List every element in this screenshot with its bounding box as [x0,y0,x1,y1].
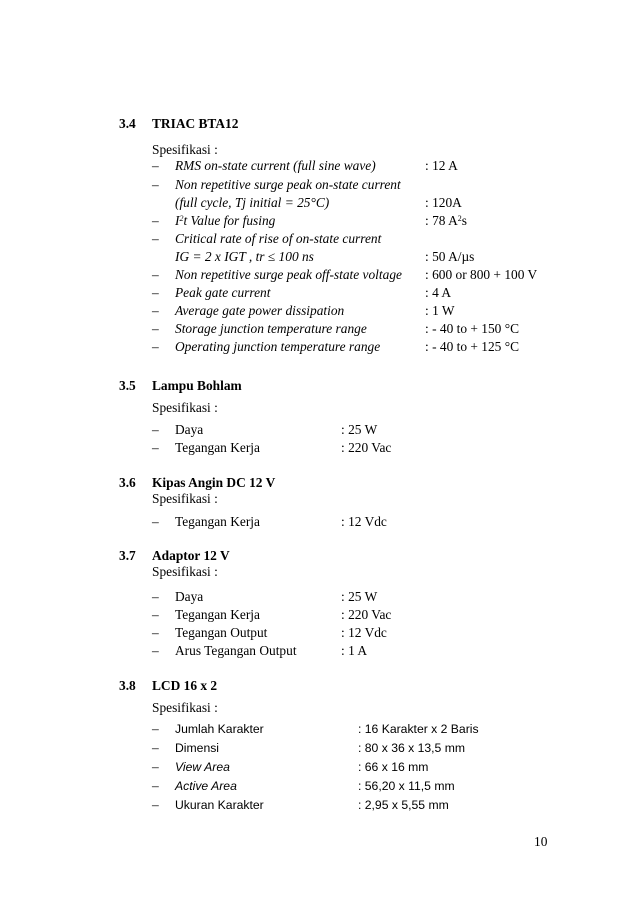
spec-item-label: Jumlah Karakter [175,722,264,736]
spec-label: Spesifikasi : [152,564,218,579]
spec-item-label: $I^2t$ Value for fusing [175,213,276,228]
spec-item-value: : 66 x 16 mm [358,760,429,774]
list-dash: – [152,440,159,455]
spec-item-label: Non repetitive surge peak off-state voltage [175,267,402,282]
list-dash: – [152,285,159,300]
list-dash: – [152,797,159,812]
spec-item-label: Daya [175,422,204,437]
list-dash: – [152,422,159,437]
list-dash: – [152,514,159,529]
spec-item-value: : 56,20 x 11,5 mm [358,779,455,793]
page-number: 10 [534,834,548,849]
spec-item-label-cont: IG = 2 x IGT , tr ≤ 100 ns [175,249,314,264]
spec-item-value: : 16 Karakter x 2 Baris [358,722,479,736]
spec-item-value: : 12 A [425,158,458,173]
spec-item-value: : 1 W [425,303,455,318]
spec-item-label: Active Area [175,779,237,793]
list-dash: – [152,303,159,318]
spec-item-label: Arus Tegangan Output [175,643,297,658]
spec-item-label: Storage junction temperature range [175,321,367,336]
spec-item-label: Tegangan Output [175,625,268,640]
section-number: 3.6 [119,475,136,490]
spec-item-value: : 25 W [341,589,378,604]
list-dash: – [152,778,159,793]
list-dash: – [152,740,159,755]
spec-item-value: : - 40 to + 150 °C [425,321,519,336]
list-dash: – [152,643,159,658]
list-dash: – [152,213,159,228]
spec-item-value: : 600 or 800 + 100 V [425,267,538,282]
spec-item-label: Ukuran Karakter [175,798,264,812]
section-title: LCD 16 x 2 [152,678,218,693]
section-number: 3.7 [119,548,136,563]
spec-item-value: : 220 Vac [341,440,392,455]
list-dash: – [152,177,159,192]
section-title: Kipas Angin DC 12 V [152,475,276,490]
list-dash: – [152,607,159,622]
spec-item-value: : - 40 to + 125 °C [425,339,519,354]
section-number: 3.8 [119,678,136,693]
spec-item-label: View Area [175,760,230,774]
section-title: Lampu Bohlam [152,378,242,393]
section-title: TRIAC BTA12 [152,116,239,131]
spec-item-label: Daya [175,589,204,604]
spec-label: Spesifikasi : [152,700,218,715]
spec-item-value: : 2,95 x 5,55 mm [358,798,449,812]
list-dash: – [152,267,159,282]
spec-item-value: : 4 A [425,285,452,300]
spec-item-label: Operating junction temperature range [175,339,381,354]
list-dash: – [152,231,159,246]
spec-item-value: : 12 Vdc [341,514,387,529]
spec-item-value: : 25 W [341,422,378,437]
spec-item-label: RMS on-state current (full sine wave) [175,158,376,173]
spec-item-value: : 1 A [341,643,368,658]
section-number: 3.5 [119,378,136,393]
list-dash: – [152,589,159,604]
list-dash: – [152,339,159,354]
spec-label: Spesifikasi : [152,400,218,415]
spec-label: Spesifikasi : [152,142,218,157]
spec-item-label: Critical rate of rise of on-state current [175,231,382,246]
list-dash: – [152,721,159,736]
spec-item-label: Non repetitive surge peak on-state current [175,177,401,192]
spec-item-label: Dimensi [175,741,220,755]
spec-item-value: : 12 Vdc [341,625,387,640]
spec-item-value: : 120A [425,195,462,210]
list-dash: – [152,321,159,336]
spec-item-value: : 80 x 36 x 13,5 mm [358,741,466,755]
spec-item-label: Tegangan Kerja [175,514,260,529]
spec-item-label-cont: (full cycle, Tj initial = 25°C) [175,195,330,210]
spec-item-label: Tegangan Kerja [175,440,260,455]
list-dash: – [152,158,159,173]
section-number: 3.4 [119,116,136,131]
list-dash: – [152,625,159,640]
spec-label: Spesifikasi : [152,491,218,506]
spec-item-value: : 50 A/µs [425,249,475,264]
spec-item-value: : 220 Vac [341,607,392,622]
spec-item-label: Average gate power dissipation [175,303,345,318]
spec-item-label: Tegangan Kerja [175,607,260,622]
list-dash: – [152,759,159,774]
section-title: Adaptor 12 V [152,548,230,563]
spec-item-label: Peak gate current [175,285,271,300]
spec-item-value: : 78 $A^2s$ [425,213,467,228]
